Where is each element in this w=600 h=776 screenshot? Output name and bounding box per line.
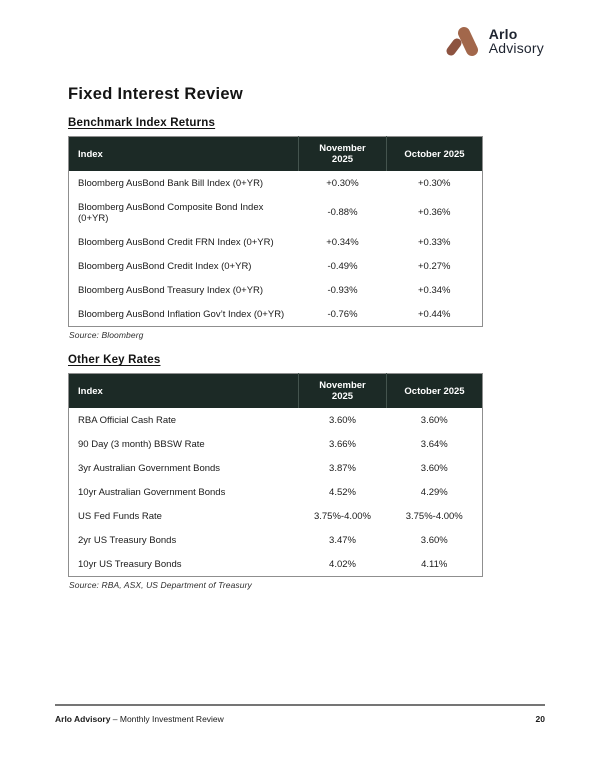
row-value-october: 3.60%	[387, 408, 483, 432]
column-header-november: November 2025	[299, 374, 387, 409]
row-value-november: 3.47%	[299, 528, 387, 552]
other-key-rates-table	[68, 373, 483, 577]
brand-logo	[444, 24, 544, 58]
arlo-a-icon	[444, 24, 482, 58]
table-row	[69, 432, 483, 456]
row-value-november: -0.88%	[299, 195, 387, 230]
row-label: Bloomberg AusBond Inflation Gov’t Index (0+YR)	[69, 302, 299, 327]
table-row	[69, 504, 483, 528]
footer-subtitle: – Monthly Investment Review	[110, 714, 224, 724]
row-value-november: -0.76%	[299, 302, 387, 327]
row-value-october: +0.44%	[387, 302, 483, 327]
table-row	[69, 480, 483, 504]
source-note-other-rates: Source: RBA, ASX, US Department of Treasury	[69, 580, 252, 590]
table-row	[69, 195, 483, 230]
table-row	[69, 254, 483, 278]
column-header-november: November 2025	[299, 137, 387, 172]
table-row	[69, 230, 483, 254]
row-value-october: 3.64%	[387, 432, 483, 456]
page-title: Fixed Interest Review	[68, 85, 244, 103]
row-value-october: +0.27%	[387, 254, 483, 278]
row-label: 10yr US Treasury Bonds	[69, 552, 299, 577]
row-value-october: +0.33%	[387, 230, 483, 254]
table-row	[69, 171, 483, 195]
row-value-october: 4.11%	[387, 552, 483, 577]
row-label: Bloomberg AusBond Credit Index (0+YR)	[69, 254, 299, 278]
row-label: Bloomberg AusBond Credit FRN Index (0+YR)	[69, 230, 299, 254]
row-value-october: 3.75%-4.00%	[387, 504, 483, 528]
source-note-benchmark: Source: Bloomberg	[69, 330, 144, 340]
footer-brand: Arlo Advisory	[55, 714, 111, 724]
row-value-november: 3.60%	[299, 408, 387, 432]
row-value-november: 3.87%	[299, 456, 387, 480]
row-label: 10yr Australian Government Bonds	[69, 480, 299, 504]
page-number: 20	[535, 714, 545, 724]
row-value-october: +0.30%	[387, 171, 483, 195]
table-row	[69, 528, 483, 552]
table-header-row	[69, 374, 483, 409]
row-label: Bloomberg AusBond Composite Bond Index (0+YR)	[69, 195, 299, 230]
row-value-october: 4.29%	[387, 480, 483, 504]
table-row	[69, 408, 483, 432]
brand-subname: Advisory	[488, 40, 544, 56]
table-row	[69, 278, 483, 302]
page-footer	[55, 704, 545, 724]
row-label: 2yr US Treasury Bonds	[69, 528, 299, 552]
page-content	[68, 85, 482, 604]
row-value-november: -0.93%	[299, 278, 387, 302]
row-label: 90 Day (3 month) BBSW Rate	[69, 432, 299, 456]
row-value-october: 3.60%	[387, 528, 483, 552]
row-value-november: 3.75%-4.00%	[299, 504, 387, 528]
row-value-november: +0.30%	[299, 171, 387, 195]
row-label: US Fed Funds Rate	[69, 504, 299, 528]
row-label: RBA Official Cash Rate	[69, 408, 299, 432]
section-heading-other-rates: Other Key Rates	[68, 354, 161, 366]
row-label: Bloomberg AusBond Bank Bill Index (0+YR)	[69, 171, 299, 195]
brand-name: Arlo	[488, 26, 518, 42]
column-header-index: Index	[69, 374, 299, 409]
footer-text	[55, 714, 224, 724]
table-header-row	[69, 137, 483, 172]
row-value-november: -0.49%	[299, 254, 387, 278]
row-value-november: 4.02%	[299, 552, 387, 577]
column-header-october: October 2025	[387, 374, 483, 409]
row-label: Bloomberg AusBond Treasury Index (0+YR)	[69, 278, 299, 302]
table-row	[69, 552, 483, 577]
row-value-november: 4.52%	[299, 480, 387, 504]
row-value-october: +0.34%	[387, 278, 483, 302]
brand-wordmark	[489, 27, 544, 55]
row-label: 3yr Australian Government Bonds	[69, 456, 299, 480]
table-row	[69, 302, 483, 327]
row-value-november: +0.34%	[299, 230, 387, 254]
column-header-index: Index	[69, 137, 299, 172]
row-value-october: +0.36%	[387, 195, 483, 230]
row-value-october: 3.60%	[387, 456, 483, 480]
row-value-november: 3.66%	[299, 432, 387, 456]
benchmark-index-table	[68, 136, 483, 327]
table-row	[69, 456, 483, 480]
column-header-october: October 2025	[387, 137, 483, 172]
section-heading-benchmark: Benchmark Index Returns	[68, 117, 216, 129]
